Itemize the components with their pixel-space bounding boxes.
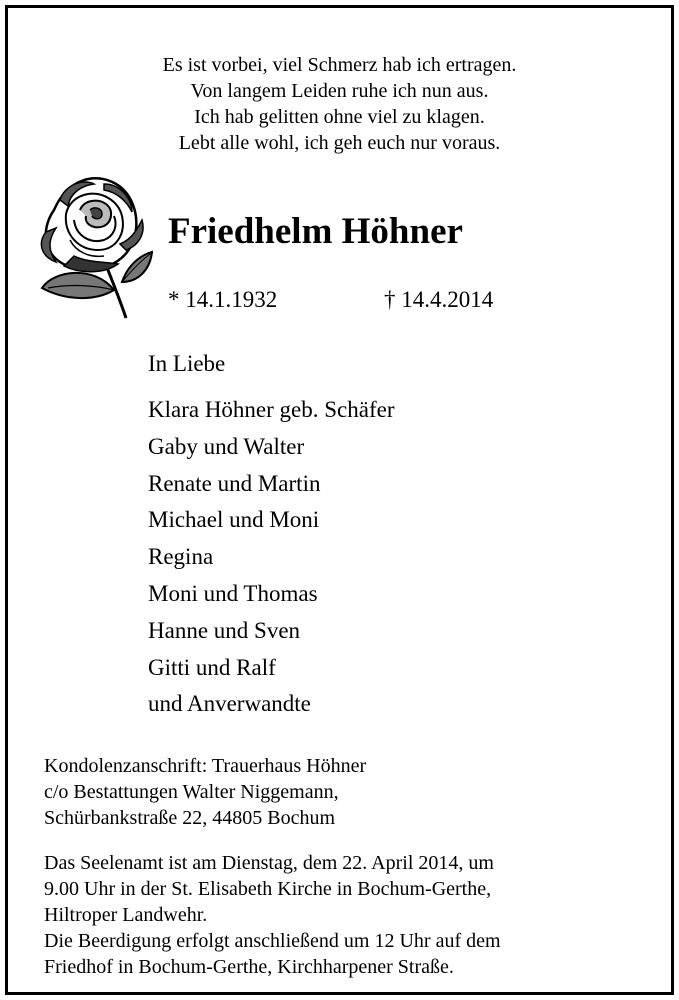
list-item: Hanne und Sven xyxy=(148,617,301,643)
poem-line: Es ist vorbei, viel Schmerz hab ich ertragen. xyxy=(162,54,517,76)
poem-line: Von langem Leiden ruhe ich nun aus. xyxy=(190,80,489,102)
poem-line: Ich hab gelitten ohne viel zu klagen. xyxy=(194,106,485,128)
poem-line: Lebt alle wohl, ich geh euch nur voraus. xyxy=(178,132,501,154)
list-item: und Anverwandte xyxy=(148,691,311,717)
address-line: Kondolenzanschrift: Trauerhaus Höhner xyxy=(44,755,367,777)
mourners-list xyxy=(148,395,395,726)
poem xyxy=(0,52,679,156)
service-line: Die Beerdigung erfolgt anschließend um 12 Uhr auf dem xyxy=(44,930,501,952)
service-line: Hiltroper Landwehr. xyxy=(44,904,208,926)
death-date: † 14.4.2014 xyxy=(384,287,494,312)
service-info xyxy=(44,850,501,980)
list-item: Gaby und Walter xyxy=(148,433,305,459)
address-line: c/o Bestattungen Walter Niggemann, xyxy=(44,781,339,803)
service-line: Friedhof in Bochum-Gerthe, Kirchharpener Straße. xyxy=(44,956,454,978)
rose-icon xyxy=(34,170,156,320)
list-item: Klara Höhner geb. Schäfer xyxy=(148,397,395,422)
list-item: Renate und Martin xyxy=(148,470,321,496)
mourners-intro: In Liebe xyxy=(148,351,226,376)
service-line: Das Seelenamt ist am Dienstag, dem 22. April 2014, um xyxy=(44,852,494,874)
condolence-address xyxy=(44,753,366,831)
list-item: Regina xyxy=(148,544,214,570)
deceased-name: Friedhelm Höhner xyxy=(168,211,463,252)
service-line: 9.00 Uhr in der St. Elisabeth Kirche in Bochum-Gerthe, xyxy=(44,878,492,900)
address-line: Schürbankstraße 22, 44805 Bochum xyxy=(44,807,336,829)
list-item: Michael und Moni xyxy=(148,507,320,533)
list-item: Gitti und Ralf xyxy=(148,654,276,680)
birth-date: * 14.1.1932 xyxy=(168,287,278,312)
list-item: Moni und Thomas xyxy=(148,580,318,606)
